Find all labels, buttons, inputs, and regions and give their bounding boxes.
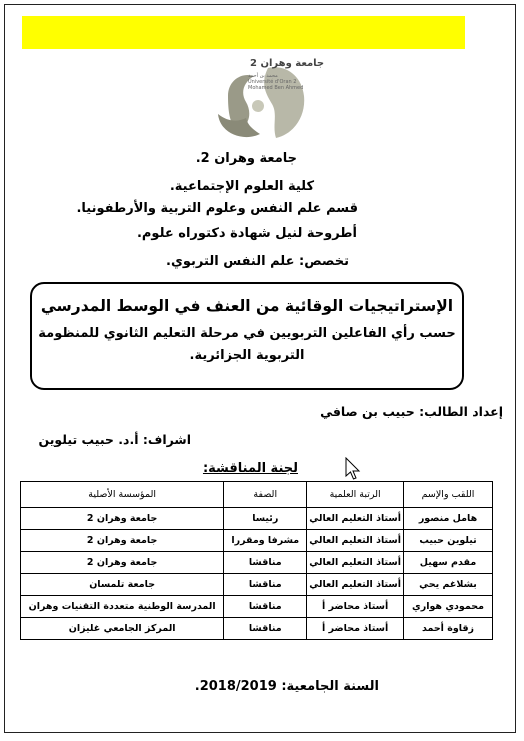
student-line: إعداد الطالب: حبيب بن صافي — [320, 404, 503, 419]
logo-name-ar: جامعة وهران 2 — [250, 58, 325, 69]
member-name: زقاوة أحمد — [404, 618, 493, 640]
member-rank: أستاذ التعليم العالي — [307, 552, 404, 574]
logo-name-fr-line: Université d'Oran 2 — [248, 79, 297, 85]
department-name: قسم علم النفس وعلوم التربية والأرطفونيا. — [76, 201, 358, 216]
header-rank: الرتبة العلمية — [307, 482, 404, 508]
table-header-row — [21, 482, 493, 508]
member-institution: المدرسة الوطنية متعددة التقنيات وهران — [21, 596, 224, 618]
member-name: هامل منصور — [404, 508, 493, 530]
logo-name-fr — [248, 73, 303, 91]
member-role: مناقشا — [224, 596, 307, 618]
table-row — [21, 508, 493, 530]
member-institution: جامعة وهران 2 — [21, 530, 224, 552]
member-institution: جامعة وهران 2 — [21, 552, 224, 574]
member-rank: أستاذ التعليم العالي — [307, 508, 404, 530]
member-institution: جامعة وهران 2 — [21, 508, 224, 530]
thesis-subtitle: حسب رأي الفاعلين التربويين في مرحلة التعليم الثانوي للمنظومة التربوية الجزائرية. — [38, 326, 456, 363]
member-name: مقدم سهيل — [404, 552, 493, 574]
member-institution: جامعة تلمسان — [21, 574, 224, 596]
member-role: مناقشا — [224, 574, 307, 596]
logo-name-ar-small: محمد بن أحمد — [248, 73, 278, 79]
member-role: مشرفا ومقررا — [224, 530, 307, 552]
highlight-bar — [22, 16, 465, 49]
committee-table — [20, 481, 493, 640]
table-row — [21, 574, 493, 596]
header-institution: المؤسسة الأصلية — [21, 482, 224, 508]
table-row — [21, 552, 493, 574]
table-row — [21, 596, 493, 618]
member-name: تيلوين حبيب — [404, 530, 493, 552]
thesis-title-box — [30, 282, 464, 390]
member-rank: أستاذ محاضر أ — [307, 596, 404, 618]
degree-line: أطروحة لنيل شهادة دكتوراه علوم. — [136, 226, 357, 241]
university-logo — [198, 56, 318, 146]
faculty-name: كلية العلوم الإجتماعية. — [169, 179, 314, 194]
member-name: بشلاغم يحي — [404, 574, 493, 596]
member-role: مناقشا — [224, 618, 307, 640]
header-name: اللقب والإسم — [404, 482, 493, 508]
academic-year: السنة الجامعية: 2018/2019. — [194, 679, 379, 694]
member-rank: أستاذ التعليم العالي — [307, 574, 404, 596]
member-role: رئيسا — [224, 508, 307, 530]
table-row — [21, 618, 493, 640]
member-rank: أستاذ التعليم العالي — [307, 530, 404, 552]
logo-name-fr-sub: Mohamed Ben Ahmed — [248, 85, 304, 91]
thesis-title: الإستراتيجيات الوقائية من العنف في الوسط المدرسي — [40, 297, 454, 315]
mouse-cursor-icon — [345, 457, 361, 481]
committee-title: لجنة المناقشة: — [202, 461, 298, 476]
member-name: محمودي هواري — [404, 596, 493, 618]
supervisor-line: اشراف: أ.د. حبيب تيلوين — [38, 432, 191, 447]
university-name: جامعة وهران 2. — [195, 151, 297, 166]
member-institution: المركز الجامعي غليزان — [21, 618, 224, 640]
member-rank: أستاذ محاضر أ — [307, 618, 404, 640]
member-role: مناقشا — [224, 552, 307, 574]
table-row — [21, 530, 493, 552]
header-role: الصفة — [224, 482, 307, 508]
specialty-line: تخصص: علم النفس التربوي. — [166, 254, 349, 269]
